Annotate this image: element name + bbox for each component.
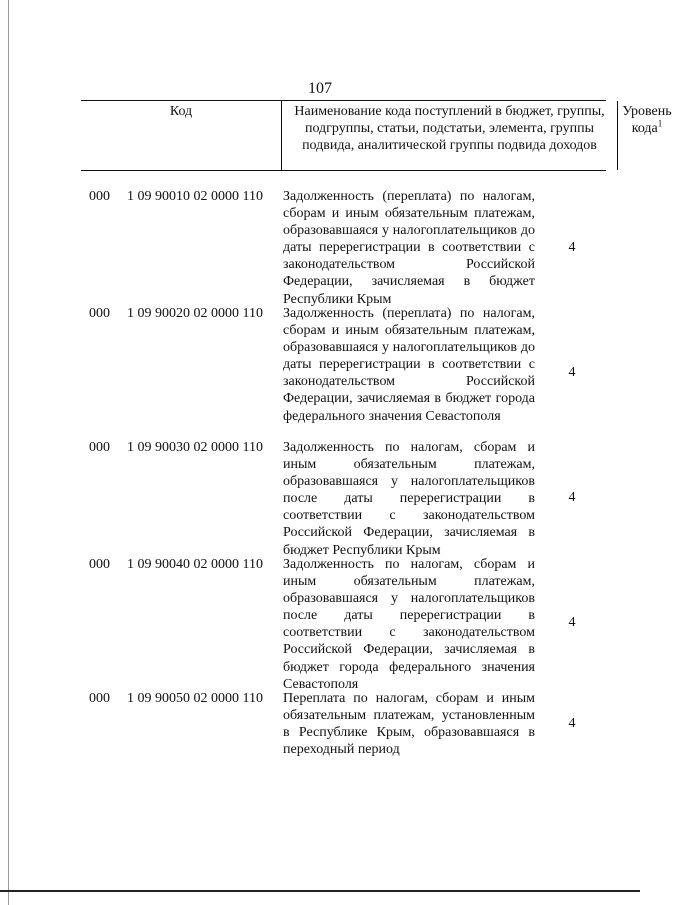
row-revenue-code: 1 09 90020 02 0000 110 (127, 306, 263, 321)
row-revenue-code: 1 09 90030 02 0000 110 (127, 440, 263, 455)
row-name: Задолженность по налогам, сборам и иным обязательным платежам, образовавшаяся у налогоплательщиков после даты перерегистрации в соответствии с законодательством Российской Федерации, зачисляемая в бюджет города федерального значения Севастополя (283, 557, 535, 692)
row-level: 4 (568, 615, 576, 630)
row-name: Задолженность (переплата) по налогам, сборам и иным обязательным платежам, образовавшаяся у налогоплательщиков до даты перерегистрации в соответствии с законодательством Российской Федерации, зачисляемая в бюджет города федерального значения Севастополя (283, 306, 535, 424)
row-level: 4 (568, 490, 576, 505)
row-name: Задолженность по налогам, сборам и иным обязательным платежам, образовавшаяся у налогоплательщиков после даты перерегистрации в соответствии с законодательством Российской Федерации, зачисляемая в бюджет Республики Крым (283, 440, 535, 558)
row-name: Задолженность (переплата) по налогам, сборам и иным обязательным платежам, образовавшаяся у налогоплательщиков до даты перерегистрации в соответствии с законодательством Российской Федерации, зачисляемая в бюджет Республики Крым (283, 189, 535, 307)
row-revenue-code: 1 09 90050 02 0000 110 (127, 691, 263, 706)
row-admin-code: 000 (89, 189, 110, 204)
header-name: Наименование кода поступлений в бюджет, группы, подгруппы, статьи, подстатьи, элемента, группы подвида, аналитической группы подвида доходов (281, 101, 618, 170)
page-number: 107 (308, 80, 332, 97)
page-bottom-edge (0, 890, 640, 892)
row-level: 4 (568, 240, 576, 255)
header-code: Код (169, 104, 193, 119)
header-level-label: Уровень кода (622, 104, 672, 136)
header-level (618, 101, 676, 170)
row-name: Переплата по налогам, сборам и иным обязательным платежам, установленным в Республике Крым, образовавшаяся в переходный период (283, 691, 535, 758)
row-revenue-code: 1 09 90040 02 0000 110 (127, 557, 263, 572)
row-level: 4 (568, 365, 576, 380)
row-admin-code: 000 (89, 691, 110, 706)
table-header (81, 100, 672, 171)
row-level: 4 (568, 716, 576, 731)
page-left-edge (8, 0, 9, 905)
row-admin-code: 000 (89, 440, 110, 455)
row-admin-code: 000 (89, 306, 110, 321)
row-revenue-code: 1 09 90010 02 0000 110 (127, 189, 263, 204)
header-level-footnote: 1 (657, 118, 663, 129)
row-admin-code: 000 (89, 557, 110, 572)
